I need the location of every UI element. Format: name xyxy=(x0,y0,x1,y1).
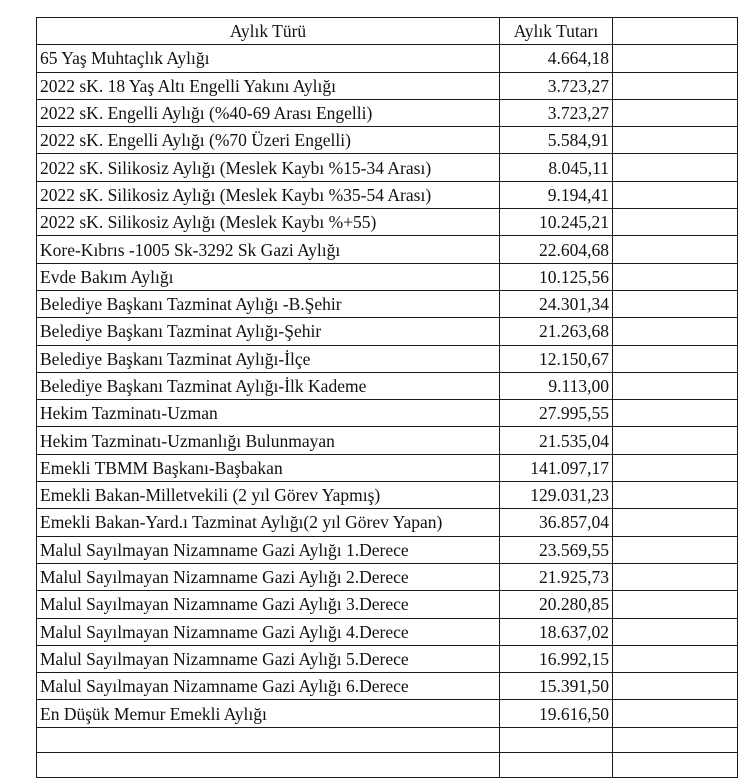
monthly-amount-cell: 12.150,67 xyxy=(500,345,613,372)
pension-type-cell: Kore-Kıbrıs -1005 Sk-3292 Sk Gazi Aylığı xyxy=(37,236,500,263)
empty-cell xyxy=(613,673,738,700)
table-row xyxy=(37,454,738,481)
pension-type-cell: Malul Sayılmayan Nizamname Gazi Aylığı 4.Derece xyxy=(37,618,500,645)
table-row xyxy=(37,263,738,290)
monthly-amount-cell: 16.992,15 xyxy=(500,645,613,672)
table-row xyxy=(37,290,738,317)
empty-cell xyxy=(613,290,738,317)
empty-cell xyxy=(613,509,738,536)
table-row xyxy=(37,372,738,399)
empty-cell xyxy=(613,181,738,208)
monthly-amount-cell: 8.045,11 xyxy=(500,154,613,181)
table-row xyxy=(37,209,738,236)
pension-type-cell: 65 Yaş Muhtaçlık Aylığı xyxy=(37,45,500,72)
empty-cell xyxy=(37,727,500,752)
table-row xyxy=(37,700,738,727)
table-row xyxy=(37,99,738,126)
table-row xyxy=(37,427,738,454)
pension-type-cell: Belediye Başkanı Tazminat Aylığı -B.Şehir xyxy=(37,290,500,317)
monthly-amount-cell: 24.301,34 xyxy=(500,290,613,317)
empty-cell xyxy=(613,263,738,290)
header-pension-type: Aylık Türü xyxy=(37,18,500,45)
table-row xyxy=(37,345,738,372)
empty-cell xyxy=(613,45,738,72)
pension-type-cell: Malul Sayılmayan Nizamname Gazi Aylığı 6.Derece xyxy=(37,673,500,700)
monthly-amount-cell: 21.535,04 xyxy=(500,427,613,454)
monthly-amount-cell: 4.664,18 xyxy=(500,45,613,72)
pension-type-cell: Belediye Başkanı Tazminat Aylığı-İlçe xyxy=(37,345,500,372)
empty-cell xyxy=(613,454,738,481)
monthly-amount-cell: 9.113,00 xyxy=(500,372,613,399)
table-row xyxy=(37,509,738,536)
table-row xyxy=(37,645,738,672)
empty-cell xyxy=(613,645,738,672)
monthly-amount-cell: 129.031,23 xyxy=(500,482,613,509)
monthly-amount-cell: 5.584,91 xyxy=(500,127,613,154)
empty-cell xyxy=(613,345,738,372)
table-row xyxy=(37,563,738,590)
monthly-amount-cell: 9.194,41 xyxy=(500,181,613,208)
table-row xyxy=(37,400,738,427)
table-row xyxy=(37,318,738,345)
table-row xyxy=(37,618,738,645)
pension-type-cell: Emekli Bakan-Yard.ı Tazminat Aylığı(2 yıl Görev Yapan) xyxy=(37,509,500,536)
empty-cell xyxy=(613,563,738,590)
table-row xyxy=(37,45,738,72)
monthly-amount-cell: 19.616,50 xyxy=(500,700,613,727)
empty-cell xyxy=(613,400,738,427)
monthly-amount-cell: 21.925,73 xyxy=(500,563,613,590)
pension-type-cell: Evde Bakım Aylığı xyxy=(37,263,500,290)
table-row xyxy=(37,536,738,563)
empty-cell xyxy=(613,482,738,509)
pension-type-cell: Malul Sayılmayan Nizamname Gazi Aylığı 5.Derece xyxy=(37,645,500,672)
monthly-amount-cell: 36.857,04 xyxy=(500,509,613,536)
monthly-amount-cell: 23.569,55 xyxy=(500,536,613,563)
pension-amounts-table xyxy=(36,17,738,778)
blank-row xyxy=(37,752,738,777)
pension-type-cell: 2022 sK. 18 Yaş Altı Engelli Yakını Aylığı xyxy=(37,72,500,99)
pension-type-cell: Hekim Tazminatı-Uzmanlığı Bulunmayan xyxy=(37,427,500,454)
empty-cell xyxy=(613,752,738,777)
table-row xyxy=(37,482,738,509)
empty-cell xyxy=(613,536,738,563)
header-empty-cell xyxy=(613,18,738,45)
header-row xyxy=(37,18,738,45)
empty-cell xyxy=(613,72,738,99)
monthly-amount-cell: 141.097,17 xyxy=(500,454,613,481)
empty-cell xyxy=(613,372,738,399)
empty-cell xyxy=(613,591,738,618)
pension-type-cell: Malul Sayılmayan Nizamname Gazi Aylığı 3.Derece xyxy=(37,591,500,618)
pension-type-cell: En Düşük Memur Emekli Aylığı xyxy=(37,700,500,727)
monthly-amount-cell: 10.125,56 xyxy=(500,263,613,290)
blank-row xyxy=(37,727,738,752)
monthly-amount-cell: 20.280,85 xyxy=(500,591,613,618)
table-row xyxy=(37,181,738,208)
empty-cell xyxy=(37,752,500,777)
pension-type-cell: Emekli TBMM Başkanı-Başbakan xyxy=(37,454,500,481)
empty-cell xyxy=(613,127,738,154)
table-row xyxy=(37,154,738,181)
pension-type-cell: Belediye Başkanı Tazminat Aylığı-Şehir xyxy=(37,318,500,345)
empty-cell xyxy=(613,618,738,645)
empty-cell xyxy=(613,318,738,345)
table-row xyxy=(37,673,738,700)
table-row xyxy=(37,236,738,263)
pension-type-cell: Emekli Bakan-Milletvekili (2 yıl Görev Yapmış) xyxy=(37,482,500,509)
empty-cell xyxy=(613,700,738,727)
empty-cell xyxy=(613,727,738,752)
pension-type-cell: Malul Sayılmayan Nizamname Gazi Aylığı 2.Derece xyxy=(37,563,500,590)
monthly-amount-cell: 3.723,27 xyxy=(500,99,613,126)
monthly-amount-cell: 27.995,55 xyxy=(500,400,613,427)
table-row xyxy=(37,72,738,99)
pension-type-cell: 2022 sK. Silikosiz Aylığı (Meslek Kaybı %35-54 Arası) xyxy=(37,181,500,208)
empty-cell xyxy=(613,99,738,126)
pension-type-cell: 2022 sK. Engelli Aylığı (%70 Üzeri Engelli) xyxy=(37,127,500,154)
pension-type-cell: Malul Sayılmayan Nizamname Gazi Aylığı 1.Derece xyxy=(37,536,500,563)
monthly-amount-cell: 21.263,68 xyxy=(500,318,613,345)
monthly-amount-cell: 3.723,27 xyxy=(500,72,613,99)
table-row xyxy=(37,591,738,618)
empty-cell xyxy=(500,752,613,777)
empty-cell xyxy=(613,236,738,263)
header-monthly-amount: Aylık Tutarı xyxy=(500,18,613,45)
pension-type-cell: 2022 sK. Silikosiz Aylığı (Meslek Kaybı %15-34 Arası) xyxy=(37,154,500,181)
pension-type-cell: Hekim Tazminatı-Uzman xyxy=(37,400,500,427)
monthly-amount-cell: 10.245,21 xyxy=(500,209,613,236)
empty-cell xyxy=(613,154,738,181)
table-row xyxy=(37,127,738,154)
monthly-amount-cell: 15.391,50 xyxy=(500,673,613,700)
pension-type-cell: 2022 sK. Engelli Aylığı (%40-69 Arası Engelli) xyxy=(37,99,500,126)
pension-type-cell: 2022 sK. Silikosiz Aylığı (Meslek Kaybı %+55) xyxy=(37,209,500,236)
empty-cell xyxy=(500,727,613,752)
empty-cell xyxy=(613,427,738,454)
monthly-amount-cell: 22.604,68 xyxy=(500,236,613,263)
empty-cell xyxy=(613,209,738,236)
pension-type-cell: Belediye Başkanı Tazminat Aylığı-İlk Kademe xyxy=(37,372,500,399)
monthly-amount-cell: 18.637,02 xyxy=(500,618,613,645)
